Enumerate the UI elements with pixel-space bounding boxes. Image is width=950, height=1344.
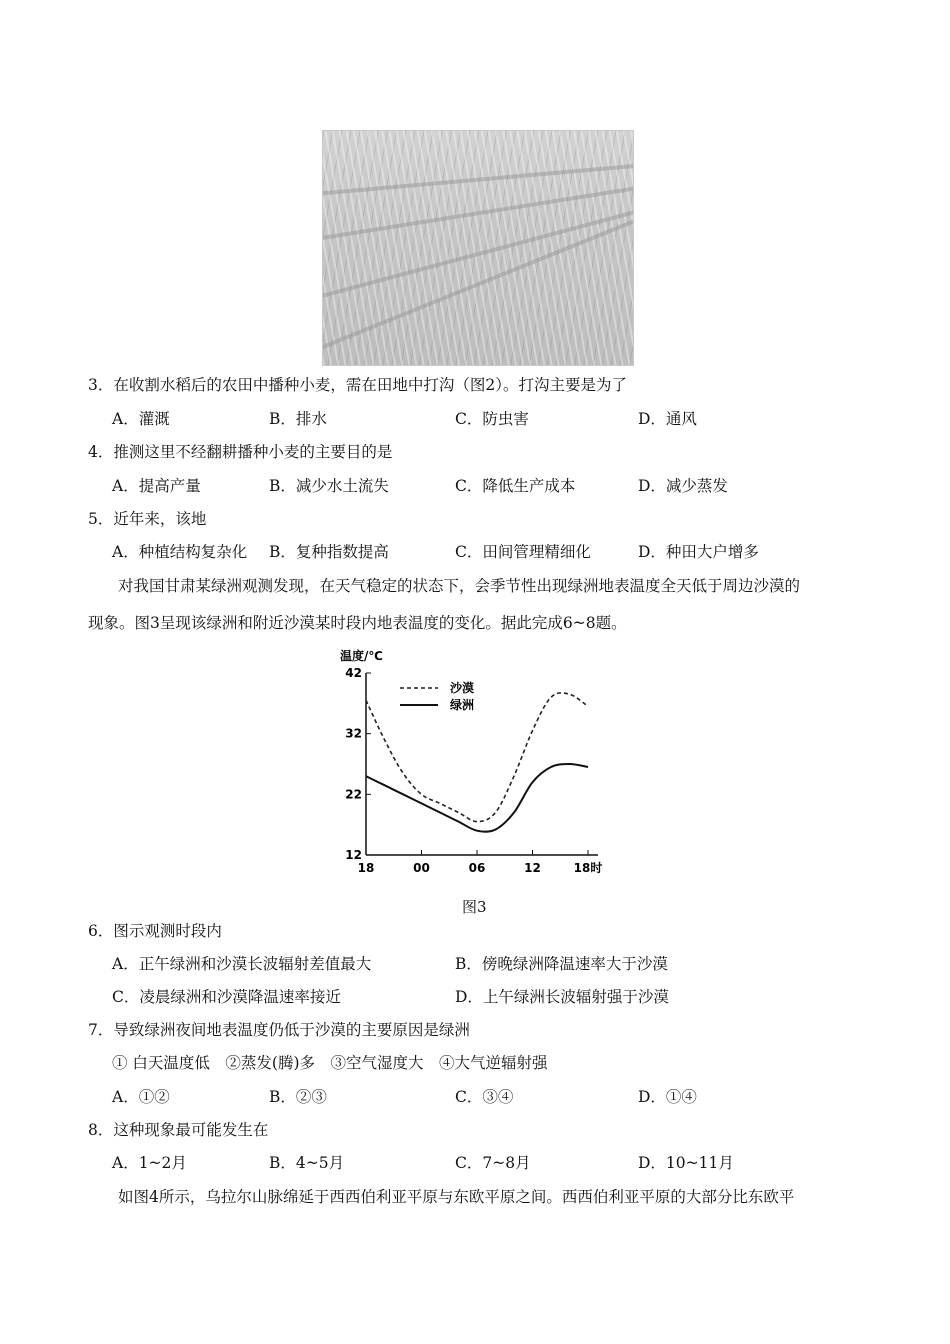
y-tick-label: 22	[345, 787, 362, 802]
question-6-stem: 6．图示观测时段内	[88, 922, 222, 940]
q7-option-c[interactable]: C．③④	[455, 1088, 514, 1106]
q6-option-a[interactable]: A．正午绿洲和沙漠长波辐射差值最大	[112, 955, 372, 973]
q6-option-b[interactable]: B．傍晚绿洲降温速率大于沙漠	[455, 955, 668, 973]
x-tick-label: 12	[524, 861, 541, 875]
q7-items: ① 白天温度低 ②蒸发(腾)多 ③空气湿度大 ④大气逆辐射强	[112, 1054, 548, 1072]
q3-option-b[interactable]: B．排水	[269, 410, 327, 428]
y-tick-label: 12	[345, 848, 362, 862]
chart-legend	[400, 680, 474, 712]
q8-option-c[interactable]: C．7~8月	[455, 1154, 531, 1172]
figure-3-caption: 图3	[462, 898, 487, 916]
question-3-stem: 3．在收割水稻后的农田中播种小麦，需在田地中打沟（图2）。打沟主要是为了	[88, 376, 627, 394]
passage-3-line-1: 如图4所示，乌拉尔山脉绵延于西西伯利亚平原与东欧平原之间。西西伯利亚平原的大部分比东欧平	[118, 1188, 795, 1206]
q3-option-a[interactable]: A．灌溉	[112, 410, 170, 428]
q5-option-c[interactable]: C．田间管理精细化	[455, 543, 591, 561]
question-8-stem: 8．这种现象最可能发生在	[88, 1121, 269, 1139]
q5-option-a[interactable]: A．种植结构复杂化	[112, 543, 248, 561]
passage-2-line-1: 对我国甘肃某绿洲观测发现，在天气稳定的状态下，会季节性出现绿洲地表温度全天低于周边沙漠的	[118, 577, 801, 595]
passage-2-line-2: 现象。图3呈现该绿洲和附近沙漠某时段内地表温度的变化。据此完成6~8题。	[88, 614, 627, 632]
q6-option-c[interactable]: C．凌晨绿洲和沙漠降温速率接近	[112, 988, 341, 1006]
q4-option-a[interactable]: A．提高产量	[112, 477, 201, 495]
q6-option-d[interactable]: D．上午绿洲长波辐射强于沙漠	[455, 988, 669, 1006]
q4-option-c[interactable]: C．降低生产成本	[455, 477, 576, 495]
x-tick-label: 06	[468, 861, 486, 875]
question-5-stem: 5．近年来，该地	[88, 510, 207, 528]
q3-option-c[interactable]: C．防虫害	[455, 410, 529, 428]
oasis-series-line	[366, 764, 588, 832]
question-4-stem: 4．推测这里不经翻耕播种小麦的主要目的是	[88, 443, 393, 461]
x-tick-label: 00	[413, 861, 430, 875]
q5-option-b[interactable]: B．复种指数提高	[269, 543, 389, 561]
field-photo	[322, 130, 634, 366]
q8-option-d[interactable]: D．10~11月	[638, 1154, 734, 1172]
q8-option-a[interactable]: A．1~2月	[112, 1154, 187, 1172]
q7-option-a[interactable]: A．①②	[112, 1088, 170, 1106]
desert-series-line	[366, 693, 588, 822]
q3-option-d[interactable]: D．通风	[638, 410, 697, 428]
q4-option-d[interactable]: D．减少蒸发	[638, 477, 728, 495]
temperature-chart	[328, 645, 628, 885]
y-tick-label: 42	[345, 666, 362, 680]
legend-oasis-label: 绿洲	[450, 698, 475, 712]
question-7-stem: 7．导致绿洲夜间地表温度仍低于沙漠的主要原因是绿洲	[88, 1021, 470, 1039]
q5-option-d[interactable]: D．种田大户增多	[638, 543, 759, 561]
q4-option-b[interactable]: B．减少水土流失	[269, 477, 389, 495]
q7-option-d[interactable]: D．①④	[638, 1088, 697, 1106]
y-axis-label: 温度/℃	[340, 649, 383, 663]
q7-option-b[interactable]: B．②③	[269, 1088, 327, 1106]
legend-desert-label: 沙漠	[450, 681, 475, 695]
x-tick-label: 18	[357, 861, 375, 875]
y-tick-label: 32	[345, 726, 362, 741]
q8-option-b[interactable]: B．4~5月	[269, 1154, 345, 1172]
x-tick-label: 18时	[573, 861, 603, 875]
